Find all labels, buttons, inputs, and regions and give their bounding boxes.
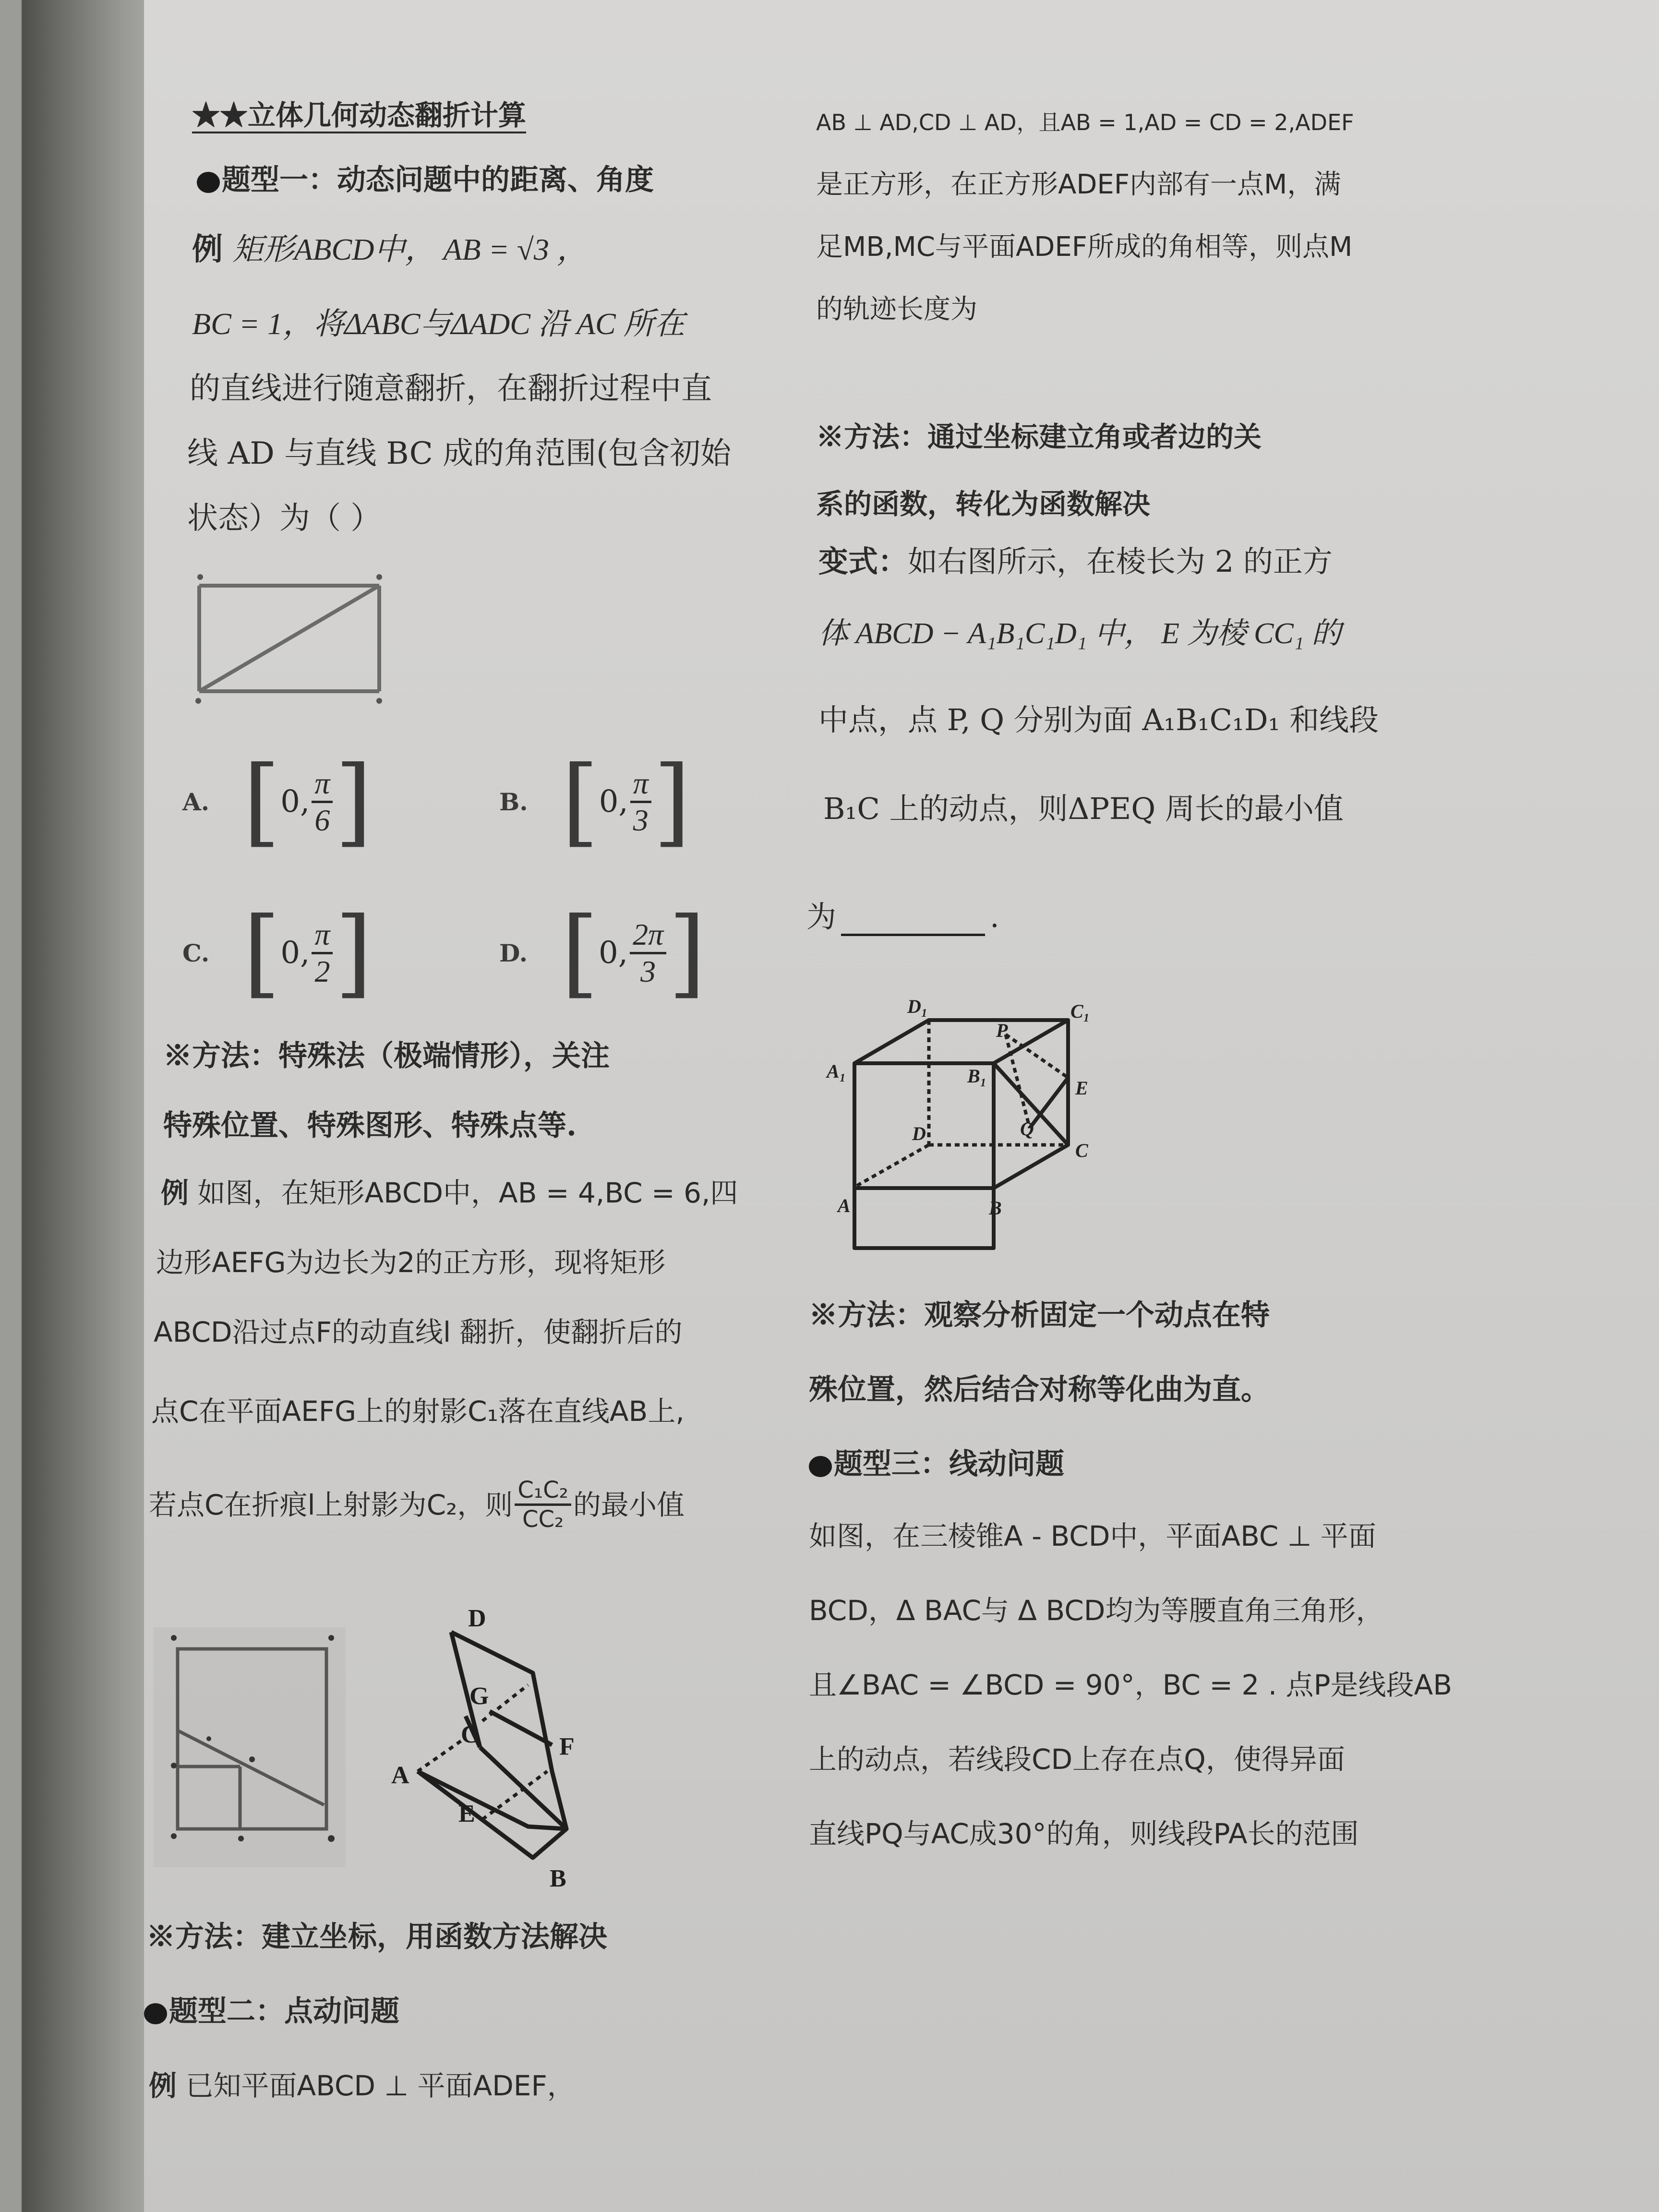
method1-line-1: ※方法：特殊法（极端情形），关注 (163, 1039, 610, 1073)
interval-bracket: [ 0, $\frac{2\pi}{3}$ ] (561, 897, 706, 1009)
type3-line-3: 且∠BAC = ∠BCD = 90°，BC = 2 . 点P是线段AB (809, 1669, 1453, 1701)
method3-line-1: ※方法：通过坐标建立角或者边的关 (816, 421, 1262, 453)
option-d[interactable]: D. [ 0, $\frac{2\pi}{3}$ ] (499, 897, 706, 1009)
label-E: E (1075, 1077, 1088, 1099)
type3-line-5: 直线PQ与AC成30°的角，则线段PA长的范围 (809, 1817, 1359, 1850)
label-C: C (1075, 1140, 1088, 1161)
label-F: F (559, 1733, 575, 1760)
ratio-fraction: $\frac{\text{C₁C₂}}{\text{CC₂}}$ (515, 1479, 571, 1531)
example2-line-5: 若点C在折痕l上射影为C₂，则 $\frac{\text{C₁C₂}}{\text{CC₂}}$ 的最小值 (149, 1477, 685, 1533)
example2-line-1: 例 如图，在矩形ABCD中，AB = 4,BC = 6,四 (161, 1177, 738, 1209)
type2-example-first-line: 例 已知平面ABCD ⊥ 平面ADEF， (149, 2069, 575, 2102)
label-B: B (550, 1865, 566, 1892)
cube-figure-lines (816, 955, 1123, 1224)
label-C1: C₁ (1070, 1000, 1090, 1022)
example2-line-4: 点C在平面AEFG上的射影C₁落在直线AB上, (151, 1395, 685, 1428)
label-A1: A₁ (827, 1060, 846, 1082)
type2-cont-line-4: 的轨迹长度为 (816, 294, 977, 325)
type2-heading: 题型二：点动问题 (144, 1992, 399, 2031)
example1-line-5: 状态）为（ ） (187, 501, 382, 536)
type3-line-2: BCD，Δ BAC与 Δ BCD均为等腰直角三角形， (809, 1594, 1384, 1627)
type2-cont-line-3: 足MB,MC与平面ADEF所成的角相等，则点M (816, 231, 1353, 263)
example1-line-2: BC = 1，将ΔABC与ΔADC 沿 AC 所在 (192, 307, 685, 341)
example1-line-3: 的直线进行随意翻折，在翻折过程中直 (190, 371, 712, 407)
label-Q: Q (1020, 1118, 1034, 1140)
type3-line-4: 上的动点，若线段CD上存在点Q，使得异面 (809, 1743, 1345, 1776)
label-D1: D₁ (907, 996, 928, 1017)
label-D: D (912, 1123, 926, 1144)
type1-heading: 题型一：动态问题中的距离、角度 (197, 161, 654, 199)
folded-3d-figure (389, 1605, 658, 1906)
variant-line-4: B₁C 上的动点，则ΔPEQ 周长的最小值 (823, 791, 1344, 826)
variant-line-2: 体 ABCD − A₁B₁C₁D₁ 中， E 为棱 CC₁ 的 (818, 617, 1341, 650)
example2-line-2: 边形AEFG为边长为2的正方形，现将矩形 (156, 1246, 666, 1279)
example1-line-4: 线 AD 与直线 BC 成的角范围(包含初始 (187, 436, 732, 471)
option-c[interactable]: C. [ 0, $\frac{\pi}{2}$ ] (182, 897, 373, 1009)
type3-line-1: 如图，在三棱锥A - BCD中，平面ABC ⊥ 平面 (809, 1520, 1376, 1552)
bullet-icon (809, 1456, 832, 1477)
method4-line-1: ※方法：观察分析固定一个动点在特 (809, 1298, 1270, 1332)
example1-line-1: 例 矩形ABCD中， AB = √3 ， (192, 231, 588, 267)
label-E: E (458, 1800, 475, 1827)
label-D: D (468, 1605, 486, 1632)
interval-bracket: [ 0, $\frac{\pi}{6}$ ] (243, 745, 373, 857)
bullet-icon (197, 172, 220, 193)
title-stars-icon: ★★ (192, 99, 248, 132)
variant-answer-line: 为 . (806, 898, 999, 936)
method4-line-2: 殊位置，然后结合对称等化曲为直。 (809, 1373, 1270, 1407)
interval-bracket: [ 0, $\frac{\pi}{2}$ ] (243, 897, 373, 1009)
method1-line-2: 特殊位置、特殊图形、特殊点等. (163, 1109, 577, 1142)
interval-bracket: [ 0, $\frac{\pi}{3}$ ] (561, 745, 691, 857)
type2-cont-line-1: AB ⊥ AD,CD ⊥ AD，且AB = 1,AD = CD = 2,ADEF (816, 109, 1354, 135)
method3-line-2: 系的函数，转化为函数解决 (816, 488, 1151, 520)
answer-blank[interactable] (841, 905, 985, 936)
rectangle-fold-figure (154, 1627, 355, 1877)
page-title: ★★立体几何动态翻折计算 (192, 99, 527, 132)
option-b[interactable]: B. [ 0, $\frac{\pi}{3}$ ] (499, 745, 691, 857)
label-B: B (989, 1197, 1002, 1219)
option-a[interactable]: A. [ 0, $\frac{\pi}{6}$ ] (182, 745, 373, 857)
bullet-icon (144, 2003, 167, 2024)
rectangle-abcd-figure (194, 571, 396, 715)
type3-heading: 题型三：线动问题 (809, 1445, 1064, 1483)
label-B1: B₁ (967, 1065, 987, 1087)
label-A: A (838, 1195, 851, 1216)
example2-line-3: ABCD沿过点F的动直线l 翻折，使翻折后的 (154, 1316, 683, 1348)
variant-line-3: 中点，点 P, Q 分别为面 A₁B₁C₁D₁ 和线段 (818, 702, 1379, 737)
method2: ※方法：建立坐标，用函数方法解决 (146, 1920, 607, 1954)
label-C: C (461, 1721, 479, 1748)
variant-line-1: 变式：如右图所示，在棱长为 2 的正方 (818, 544, 1333, 579)
label-G: G (469, 1683, 489, 1710)
label-P: P (996, 1020, 1008, 1041)
type2-cont-line-2: 是正方形，在正方形ADEF内部有一点M，满 (816, 169, 1341, 200)
label-A: A (391, 1762, 409, 1789)
